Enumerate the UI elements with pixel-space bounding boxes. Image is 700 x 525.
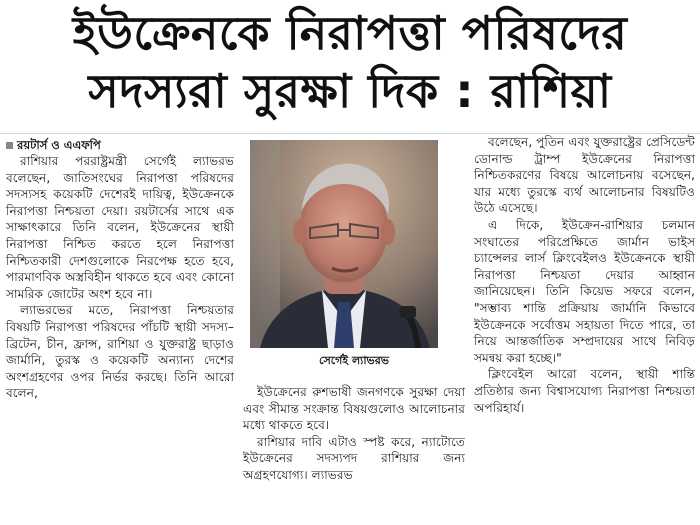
paragraph: রাশিয়ার দাবি এটাও স্পষ্ট করে, ন্যাটোতে ইউক্রেনের সদস্যপদ রাশিয়ার জন্য অগ্রহণযোগ্য। ল্যাভরভ: [243, 434, 465, 482]
headline-line-1: ইউক্রেনকে নিরাপত্তা পরিষদের: [72, 6, 628, 60]
paragraph: রাশিয়ার পররাষ্ট্রমন্ত্রী সের্গেই ল্যাভরভ বলেছেন, জাতিসংঘের নিরাপত্তা পরিষদের সদস্যসহ কয়েকটি দেশেরই দায়িত্ব, ইউক্রেনকে নিরাপত্তা নিশ্চয়তা দেয়া। রয়টার্সের সাথে এক সাক্ষাৎকারে তিনি বলেন, ইউক্রেনের স্থায়ী নিরাপত্তা নিশ্চিত করতে হলে নিরাপত্তা নিশ্চিতকারী দেশগুলোকে নিরপেক্ষ হতে হবে, পারমাণবিক অস্ত্রবিহীন থাকতে হবে এবং কোনো সামরিক জোটের অংশ হবে না।: [6, 154, 234, 301]
paragraph: ক্লিংবেইল আরো বলেন, স্থায়ী শান্তি প্রতিষ্ঠার জন্য বিশ্বাসযোগ্য নিরাপত্তা নিশ্চয়তা অপরিহার্য।: [474, 367, 695, 415]
paragraph: বলেছেন, পুতিন এবং যুক্তরাষ্ট্রের প্রেসিডেন্ট ডোনাল্ড ট্রাম্প ইউক্রেনের নিরাপত্তা নিশ্চিতকরণের বিষয়ে আলোচনায় বসেছেন, যার মধ্যে তুরস্কে ব্যর্থ আলোচনার বিষয়টিও উঠে এসেছে।: [474, 135, 695, 216]
byline-bullet-icon: [6, 142, 13, 149]
portrait-illustration: [250, 140, 438, 348]
article-column-3: [474, 134, 695, 416]
portrait-photo: [250, 140, 438, 348]
paragraph: ল্যাভরভের মতে, নিরাপত্তা নিশ্চয়তার বিষয়টি নিরাপত্তা পরিষদের পাঁচটি স্থায়ী সদস্য– ব্রিটেন, চীন, ফ্রান্স, রাশিয়া ও যুক্তরাষ্ট্র ছাড়াও জার্মানি, তুরস্ক ও কয়েকটি অন্যান্য দেশের অংশগ্রহণের ওপর নির্ভর করছে। তিনি আরো বলেন,: [6, 303, 234, 401]
paragraph: এ দিকে, ইউক্রেন-রাশিয়ার চলমান সংঘাতের পরিপ্রেক্ষিতে জার্মান ভাইস চ্যান্সেলর লার্স ক্লিংবেইলও ইউক্রেনকে স্থায়ী নিরাপত্তা নিশ্চয়তা দেয়ার আহ্বান জানিয়েছেন। তিনি কিয়েভ সফরে বলেন, "সম্ভাব্য শান্তি প্রক্রিয়ায় জার্মানি কিভাবে ইউক্রেনকে সর্বোত্তম সহায়তা দিতে পারে, তা নিয়ে আন্তর্জাতিক সম্প্রদায়ের সাথে নিবিড় সমন্বয় করা হচ্ছে।": [474, 217, 695, 365]
paragraph: ইউক্রেনের রুশভাষী জনগণকে সুরক্ষা দেয়া এবং সীমান্ত সংক্রান্ত বিষয়গুলোও আলোচনার মধ্যে থাকতে হবে।: [243, 385, 465, 433]
headline-line-2: সদস্যরা সুরক্ষা দিক : রাশিয়া: [88, 64, 612, 118]
byline-text: রয়টার্স ও এএফপি: [17, 138, 101, 152]
headline: [0, 0, 700, 134]
article-column-2: [243, 384, 465, 484]
article-column-1: [6, 134, 234, 402]
photo-caption: সের্গেই ল্যাভরভ: [319, 354, 389, 367]
byline: [6, 138, 234, 153]
